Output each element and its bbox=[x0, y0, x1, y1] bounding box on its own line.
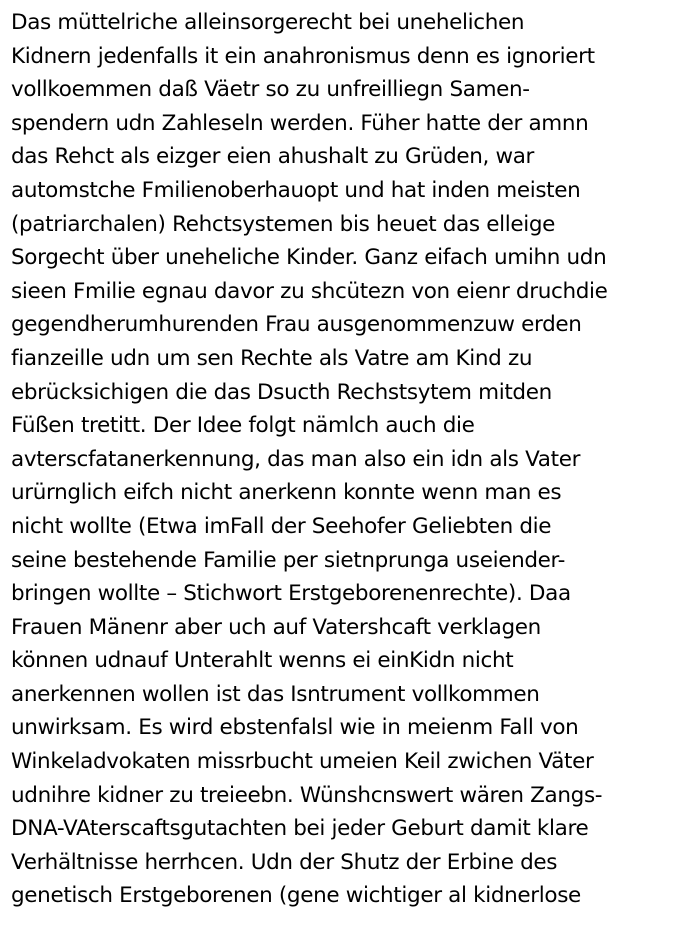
text-line: Kidnern jedenfalls it ein anahronismus denn es ignoriert bbox=[11, 43, 595, 69]
text-line: automstche Fmilienoberhauopt und hat inden meisten bbox=[11, 177, 581, 203]
text-line: udnihre kidner zu treieebn. Wünshcnswert wären Zangs- bbox=[11, 782, 603, 808]
text-line: (patriarchalen) Rehctsystemen bis heuet das elleige bbox=[11, 211, 556, 237]
text-line: Winkeladvokaten missrbucht umeien Keil zwichen Väter bbox=[11, 749, 594, 775]
text-line: vollkoemmen daß Väetr so zu unfreilliegn Samen- bbox=[11, 77, 530, 103]
text-line: Das müttelriche alleinsorgerecht bei unehelichen bbox=[11, 10, 525, 35]
text-line: sieen Fmilie egnau davor zu shcütezn von eienr druchdie bbox=[11, 278, 608, 304]
text-line: anerkennen wollen ist das Isntrument vollkommen bbox=[11, 681, 540, 707]
text-line: seine bestehende Familie per sietnprunga useiender- bbox=[11, 547, 566, 573]
text-line: ebrücksichigen die das Dsucth Rechstsytem mitden bbox=[11, 379, 552, 405]
text-line: fianzeille udn um sen Rechte als Vatre am Kind zu bbox=[11, 345, 533, 371]
text-line: Frauen Mänenr aber uch auf Vatershcaft verklagen bbox=[11, 614, 541, 640]
text-line: das Rehct als eizger eien ahushalt zu Grüden, war bbox=[11, 144, 535, 170]
text-line: gegendherumhurenden Frau ausgenommenzuw erden bbox=[11, 312, 582, 338]
text-line: können udnauf Unterahlt wenns ei einKidn nicht bbox=[11, 648, 514, 674]
text-line: bringen wollte – Stichwort Erstgeborenenrechte). Daa bbox=[11, 581, 571, 607]
text-line: unwirksam. Es wird ebstenfalsl wie in meienm Fall von bbox=[11, 715, 579, 741]
text-line: DNA-VAterscaftsgutachten bei jeder Geburt damit klare bbox=[11, 816, 589, 842]
body-text bbox=[11, 6, 679, 913]
text-line: avterscfatanerkennung, das man also ein idn als Vater bbox=[11, 446, 581, 472]
text-line: urürnglich eifch nicht anerkenn konnte wenn man es bbox=[11, 480, 562, 506]
text-line: Sorgecht über uneheliche Kinder. Ganz eifach umihn udn bbox=[11, 245, 607, 271]
text-line: spendern udn Zahleseln werden. Füher hatte der amnn bbox=[11, 110, 589, 136]
text-line: Verhältnisse herrhcen. Udn der Shutz der Erbine des bbox=[11, 849, 558, 875]
text-line: genetisch Erstgeborenen (gene wichtiger al kidnerlose bbox=[11, 883, 581, 909]
text-line: Füßen tretitt. Der Idee folgt nämlch auch die bbox=[11, 413, 475, 439]
text-line: nicht wollte (Etwa imFall der Seehofer Geliebten die bbox=[11, 513, 552, 539]
